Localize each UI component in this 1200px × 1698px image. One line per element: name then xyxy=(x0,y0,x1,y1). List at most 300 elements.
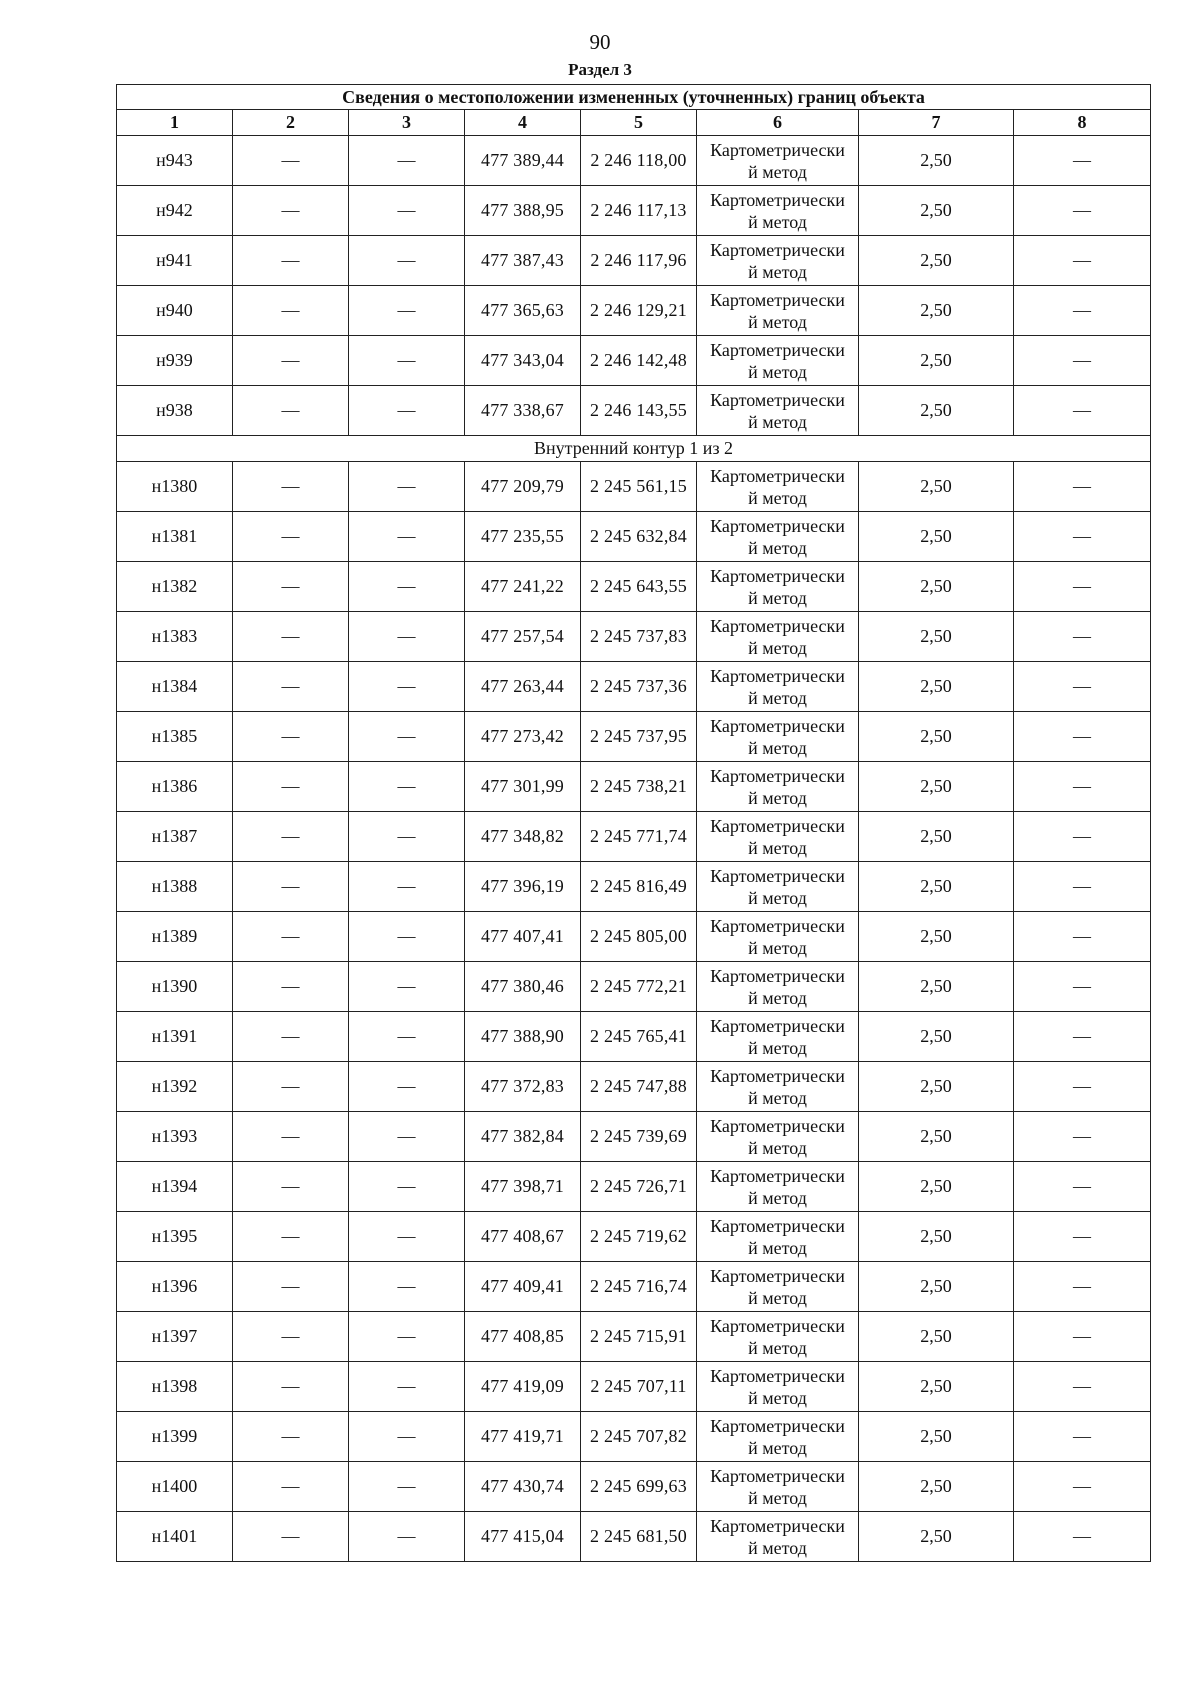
empty-value-cell: — xyxy=(233,1412,349,1462)
empty-value-cell: — xyxy=(349,1012,465,1062)
method-text-line2: й метод xyxy=(748,361,807,382)
x-coordinate-cell: 477 389,44 xyxy=(465,136,581,186)
column-number-6: 6 xyxy=(697,110,859,136)
empty-value-cell: — xyxy=(349,286,465,336)
y-coordinate-cell: 2 245 765,41 xyxy=(581,1012,697,1062)
method-text-line2: й метод xyxy=(748,887,807,908)
column-number-4: 4 xyxy=(465,110,581,136)
empty-value-cell: — xyxy=(1014,1112,1151,1162)
empty-value-cell: — xyxy=(233,386,349,436)
method-text-line1: Картометрически xyxy=(710,715,845,736)
column-number-5: 5 xyxy=(581,110,697,136)
empty-value-cell: — xyxy=(1014,1212,1151,1262)
section-title: Раздел 3 xyxy=(568,60,632,79)
empty-value-cell: — xyxy=(1014,1062,1151,1112)
precision-cell: 2,50 xyxy=(859,562,1014,612)
method-cell xyxy=(697,186,859,236)
y-coordinate-cell: 2 245 737,83 xyxy=(581,612,697,662)
x-coordinate-cell: 477 415,04 xyxy=(465,1512,581,1562)
empty-value-cell: — xyxy=(349,712,465,762)
empty-value-cell: — xyxy=(233,1262,349,1312)
empty-value-cell: — xyxy=(233,1212,349,1262)
x-coordinate-cell: 477 409,41 xyxy=(465,1262,581,1312)
empty-value-cell: — xyxy=(233,1012,349,1062)
empty-value-cell: — xyxy=(1014,1312,1151,1362)
empty-value-cell: — xyxy=(349,1062,465,1112)
x-coordinate-cell: 477 388,90 xyxy=(465,1012,581,1062)
table-row xyxy=(117,1362,1151,1412)
method-cell xyxy=(697,336,859,386)
y-coordinate-cell: 2 246 129,21 xyxy=(581,286,697,336)
empty-value-cell: — xyxy=(233,1312,349,1362)
method-text-line1: Картометрически xyxy=(710,615,845,636)
x-coordinate-cell: 477 408,85 xyxy=(465,1312,581,1362)
empty-value-cell: — xyxy=(1014,1012,1151,1062)
method-text-line1: Картометрически xyxy=(710,565,845,586)
method-text-line1: Картометрически xyxy=(710,1165,845,1186)
precision-cell: 2,50 xyxy=(859,1012,1014,1062)
method-text-line1: Картометрически xyxy=(710,765,845,786)
table-row xyxy=(117,186,1151,236)
method-cell xyxy=(697,512,859,562)
precision-cell: 2,50 xyxy=(859,1512,1014,1562)
empty-value-cell: — xyxy=(1014,336,1151,386)
point-name-cell: н1385 xyxy=(117,712,233,762)
table-row xyxy=(117,962,1151,1012)
method-text-line2: й метод xyxy=(748,211,807,232)
y-coordinate-cell: 2 245 738,21 xyxy=(581,762,697,812)
method-cell xyxy=(697,562,859,612)
method-cell xyxy=(697,1112,859,1162)
empty-value-cell: — xyxy=(349,236,465,286)
empty-value-cell: — xyxy=(349,1262,465,1312)
y-coordinate-cell: 2 245 737,95 xyxy=(581,712,697,762)
method-text-line1: Картометрически xyxy=(710,139,845,160)
method-text-line1: Картометрически xyxy=(710,1315,845,1336)
method-cell xyxy=(697,1362,859,1412)
table-row xyxy=(117,336,1151,386)
method-text-line2: й метод xyxy=(748,937,807,958)
empty-value-cell: — xyxy=(349,1312,465,1362)
precision-cell: 2,50 xyxy=(859,1262,1014,1312)
method-cell xyxy=(697,386,859,436)
method-text-line2: й метод xyxy=(748,1387,807,1408)
point-name-cell: н1388 xyxy=(117,862,233,912)
empty-value-cell: — xyxy=(1014,812,1151,862)
empty-value-cell: — xyxy=(349,186,465,236)
y-coordinate-cell: 2 245 737,36 xyxy=(581,662,697,712)
y-coordinate-cell: 2 245 707,82 xyxy=(581,1412,697,1462)
y-coordinate-cell: 2 245 771,74 xyxy=(581,812,697,862)
precision-cell: 2,50 xyxy=(859,1312,1014,1362)
method-text-line1: Картометрически xyxy=(710,1515,845,1536)
x-coordinate-cell: 477 372,83 xyxy=(465,1062,581,1112)
precision-cell: 2,50 xyxy=(859,1162,1014,1212)
empty-value-cell: — xyxy=(233,462,349,512)
empty-value-cell: — xyxy=(349,1212,465,1262)
table-row xyxy=(117,1512,1151,1562)
precision-cell: 2,50 xyxy=(859,512,1014,562)
table-row xyxy=(117,562,1151,612)
point-name-cell: н1382 xyxy=(117,562,233,612)
table-row xyxy=(117,662,1151,712)
empty-value-cell: — xyxy=(233,336,349,386)
method-cell xyxy=(697,962,859,1012)
x-coordinate-cell: 477 365,63 xyxy=(465,286,581,336)
x-coordinate-cell: 477 419,71 xyxy=(465,1412,581,1462)
column-number-7: 7 xyxy=(859,110,1014,136)
column-number-3: 3 xyxy=(349,110,465,136)
table-row xyxy=(117,1112,1151,1162)
empty-value-cell: — xyxy=(1014,862,1151,912)
empty-value-cell: — xyxy=(1014,1162,1151,1212)
x-coordinate-cell: 477 430,74 xyxy=(465,1462,581,1512)
x-coordinate-cell: 477 301,99 xyxy=(465,762,581,812)
y-coordinate-cell: 2 245 699,63 xyxy=(581,1462,697,1512)
method-text-line2: й метод xyxy=(748,1337,807,1358)
empty-value-cell: — xyxy=(233,1512,349,1562)
empty-value-cell: — xyxy=(1014,912,1151,962)
y-coordinate-cell: 2 245 707,11 xyxy=(581,1362,697,1412)
empty-value-cell: — xyxy=(233,662,349,712)
empty-value-cell: — xyxy=(1014,462,1151,512)
method-text-line1: Картометрически xyxy=(710,665,845,686)
precision-cell: 2,50 xyxy=(859,462,1014,512)
empty-value-cell: — xyxy=(1014,662,1151,712)
method-text-line1: Картометрически xyxy=(710,1265,845,1286)
x-coordinate-cell: 477 338,67 xyxy=(465,386,581,436)
method-cell xyxy=(697,662,859,712)
method-text-line2: й метод xyxy=(748,787,807,808)
point-name-cell: н1397 xyxy=(117,1312,233,1362)
method-text-line2: й метод xyxy=(748,1237,807,1258)
method-text-line2: й метод xyxy=(748,687,807,708)
column-number-row xyxy=(117,110,1151,136)
method-text-line2: й метод xyxy=(748,1287,807,1308)
method-cell xyxy=(697,462,859,512)
table-row xyxy=(117,1212,1151,1262)
precision-cell: 2,50 xyxy=(859,612,1014,662)
coordinates-table xyxy=(116,84,1151,1562)
x-coordinate-cell: 477 343,04 xyxy=(465,336,581,386)
empty-value-cell: — xyxy=(233,512,349,562)
y-coordinate-cell: 2 245 739,69 xyxy=(581,1112,697,1162)
empty-value-cell: — xyxy=(1014,136,1151,186)
point-name-cell: н938 xyxy=(117,386,233,436)
point-name-cell: н940 xyxy=(117,286,233,336)
empty-value-cell: — xyxy=(349,512,465,562)
method-text-line2: й метод xyxy=(748,1037,807,1058)
method-text-line2: й метод xyxy=(748,637,807,658)
method-text-line1: Картометрически xyxy=(710,1415,845,1436)
method-cell xyxy=(697,136,859,186)
empty-value-cell: — xyxy=(349,1112,465,1162)
method-text-line2: й метод xyxy=(748,737,807,758)
empty-value-cell: — xyxy=(349,1412,465,1462)
x-coordinate-cell: 477 398,71 xyxy=(465,1162,581,1212)
precision-cell: 2,50 xyxy=(859,336,1014,386)
table-row xyxy=(117,1262,1151,1312)
point-name-cell: н1383 xyxy=(117,612,233,662)
empty-value-cell: — xyxy=(349,562,465,612)
table-row xyxy=(117,612,1151,662)
method-text-line2: й метод xyxy=(748,411,807,432)
point-name-cell: н1392 xyxy=(117,1062,233,1112)
empty-value-cell: — xyxy=(233,286,349,336)
point-name-cell: н1389 xyxy=(117,912,233,962)
empty-value-cell: — xyxy=(349,962,465,1012)
point-name-cell: н939 xyxy=(117,336,233,386)
empty-value-cell: — xyxy=(1014,1412,1151,1462)
empty-value-cell: — xyxy=(349,1512,465,1562)
empty-value-cell: — xyxy=(233,562,349,612)
precision-cell: 2,50 xyxy=(859,386,1014,436)
table-row xyxy=(117,386,1151,436)
empty-value-cell: — xyxy=(1014,962,1151,1012)
method-cell xyxy=(697,712,859,762)
empty-value-cell: — xyxy=(233,812,349,862)
method-text-line1: Картометрически xyxy=(710,289,845,310)
contour-heading: Внутренний контур 1 из 2 xyxy=(117,436,1151,462)
point-name-cell: н1401 xyxy=(117,1512,233,1562)
method-text-line2: й метод xyxy=(748,1487,807,1508)
point-name-cell: н1396 xyxy=(117,1262,233,1312)
empty-value-cell: — xyxy=(233,712,349,762)
table-row xyxy=(117,812,1151,862)
column-number-2: 2 xyxy=(233,110,349,136)
table-row xyxy=(117,712,1151,762)
method-text-line1: Картометрически xyxy=(710,1065,845,1086)
contour-heading-row xyxy=(117,436,1151,462)
method-text-line2: й метод xyxy=(748,1137,807,1158)
empty-value-cell: — xyxy=(1014,186,1151,236)
y-coordinate-cell: 2 245 719,62 xyxy=(581,1212,697,1262)
y-coordinate-cell: 2 246 142,48 xyxy=(581,336,697,386)
table-row xyxy=(117,1412,1151,1462)
method-cell xyxy=(697,862,859,912)
empty-value-cell: — xyxy=(233,136,349,186)
empty-value-cell: — xyxy=(1014,386,1151,436)
empty-value-cell: — xyxy=(233,862,349,912)
precision-cell: 2,50 xyxy=(859,286,1014,336)
empty-value-cell: — xyxy=(349,912,465,962)
method-cell xyxy=(697,912,859,962)
precision-cell: 2,50 xyxy=(859,912,1014,962)
method-cell xyxy=(697,1062,859,1112)
table-row xyxy=(117,862,1151,912)
point-name-cell: н1381 xyxy=(117,512,233,562)
method-cell xyxy=(697,236,859,286)
y-coordinate-cell: 2 246 118,00 xyxy=(581,136,697,186)
y-coordinate-cell: 2 245 805,00 xyxy=(581,912,697,962)
method-cell xyxy=(697,286,859,336)
precision-cell: 2,50 xyxy=(859,1462,1014,1512)
y-coordinate-cell: 2 245 726,71 xyxy=(581,1162,697,1212)
precision-cell: 2,50 xyxy=(859,812,1014,862)
empty-value-cell: — xyxy=(233,1362,349,1412)
x-coordinate-cell: 477 348,82 xyxy=(465,812,581,862)
x-coordinate-cell: 477 382,84 xyxy=(465,1112,581,1162)
point-name-cell: н1380 xyxy=(117,462,233,512)
table-row xyxy=(117,1462,1151,1512)
precision-cell: 2,50 xyxy=(859,662,1014,712)
method-text-line2: й метод xyxy=(748,837,807,858)
empty-value-cell: — xyxy=(349,136,465,186)
table-body xyxy=(117,136,1151,1562)
empty-value-cell: — xyxy=(1014,712,1151,762)
empty-value-cell: — xyxy=(233,912,349,962)
precision-cell: 2,50 xyxy=(859,136,1014,186)
x-coordinate-cell: 477 419,09 xyxy=(465,1362,581,1412)
method-cell xyxy=(697,1262,859,1312)
page-number: 90 xyxy=(589,30,611,54)
empty-value-cell: — xyxy=(1014,1362,1151,1412)
precision-cell: 2,50 xyxy=(859,862,1014,912)
method-text-line1: Картометрически xyxy=(710,965,845,986)
point-name-cell: н1399 xyxy=(117,1412,233,1462)
empty-value-cell: — xyxy=(1014,762,1151,812)
method-text-line2: й метод xyxy=(748,537,807,558)
method-text-line1: Картометрически xyxy=(710,515,845,536)
column-number-8: 8 xyxy=(1014,110,1151,136)
method-text-line1: Картометрически xyxy=(710,1365,845,1386)
y-coordinate-cell: 2 245 561,15 xyxy=(581,462,697,512)
method-text-line2: й метод xyxy=(748,161,807,182)
y-coordinate-cell: 2 245 715,91 xyxy=(581,1312,697,1362)
table-caption-row xyxy=(117,85,1151,110)
empty-value-cell: — xyxy=(349,1462,465,1512)
method-text-line1: Картометрически xyxy=(710,915,845,936)
empty-value-cell: — xyxy=(233,1112,349,1162)
method-text-line1: Картометрически xyxy=(710,189,845,210)
y-coordinate-cell: 2 245 816,49 xyxy=(581,862,697,912)
table-row xyxy=(117,762,1151,812)
method-text-line2: й метод xyxy=(748,487,807,508)
empty-value-cell: — xyxy=(233,1462,349,1512)
method-text-line1: Картометрически xyxy=(710,239,845,260)
empty-value-cell: — xyxy=(349,1362,465,1412)
method-text-line1: Картометрически xyxy=(710,1215,845,1236)
precision-cell: 2,50 xyxy=(859,962,1014,1012)
x-coordinate-cell: 477 380,46 xyxy=(465,962,581,1012)
method-cell xyxy=(697,1462,859,1512)
y-coordinate-cell: 2 245 772,21 xyxy=(581,962,697,1012)
empty-value-cell: — xyxy=(349,1162,465,1212)
precision-cell: 2,50 xyxy=(859,1112,1014,1162)
method-text-line2: й метод xyxy=(748,987,807,1008)
x-coordinate-cell: 477 387,43 xyxy=(465,236,581,286)
table-row xyxy=(117,236,1151,286)
method-text-line2: й метод xyxy=(748,587,807,608)
method-text-line1: Картометрически xyxy=(710,389,845,410)
precision-cell: 2,50 xyxy=(859,186,1014,236)
point-name-cell: н1393 xyxy=(117,1112,233,1162)
method-text-line1: Картометрически xyxy=(710,1115,845,1136)
empty-value-cell: — xyxy=(349,662,465,712)
table-row xyxy=(117,462,1151,512)
empty-value-cell: — xyxy=(1014,286,1151,336)
point-name-cell: н1386 xyxy=(117,762,233,812)
method-text-line1: Картометрически xyxy=(710,865,845,886)
method-cell xyxy=(697,1312,859,1362)
empty-value-cell: — xyxy=(233,1062,349,1112)
table-row xyxy=(117,1062,1151,1112)
point-name-cell: н943 xyxy=(117,136,233,186)
table-row xyxy=(117,512,1151,562)
empty-value-cell: — xyxy=(1014,1262,1151,1312)
empty-value-cell: — xyxy=(233,1162,349,1212)
table-row xyxy=(117,286,1151,336)
y-coordinate-cell: 2 246 143,55 xyxy=(581,386,697,436)
empty-value-cell: — xyxy=(1014,1462,1151,1512)
method-cell xyxy=(697,1412,859,1462)
y-coordinate-cell: 2 245 681,50 xyxy=(581,1512,697,1562)
x-coordinate-cell: 477 407,41 xyxy=(465,912,581,962)
method-text-line1: Картометрически xyxy=(710,465,845,486)
table-caption: Сведения о местоположении измененных (уточненных) границ объекта xyxy=(117,85,1151,110)
method-cell xyxy=(697,1012,859,1062)
y-coordinate-cell: 2 245 643,55 xyxy=(581,562,697,612)
point-name-cell: н1391 xyxy=(117,1012,233,1062)
method-text-line2: й метод xyxy=(748,1537,807,1558)
method-cell xyxy=(697,1512,859,1562)
y-coordinate-cell: 2 246 117,13 xyxy=(581,186,697,236)
method-text-line1: Картометрически xyxy=(710,815,845,836)
column-number-1: 1 xyxy=(117,110,233,136)
x-coordinate-cell: 477 396,19 xyxy=(465,862,581,912)
empty-value-cell: — xyxy=(349,812,465,862)
empty-value-cell: — xyxy=(1014,1512,1151,1562)
empty-value-cell: — xyxy=(349,336,465,386)
x-coordinate-cell: 477 209,79 xyxy=(465,462,581,512)
x-coordinate-cell: 477 273,42 xyxy=(465,712,581,762)
method-cell xyxy=(697,1162,859,1212)
empty-value-cell: — xyxy=(349,462,465,512)
x-coordinate-cell: 477 235,55 xyxy=(465,512,581,562)
point-name-cell: н1384 xyxy=(117,662,233,712)
method-text-line2: й метод xyxy=(748,1437,807,1458)
method-cell xyxy=(697,612,859,662)
point-name-cell: н1395 xyxy=(117,1212,233,1262)
method-text-line2: й метод xyxy=(748,311,807,332)
point-name-cell: н942 xyxy=(117,186,233,236)
method-text-line1: Картометрически xyxy=(710,339,845,360)
precision-cell: 2,50 xyxy=(859,1412,1014,1462)
point-name-cell: н1387 xyxy=(117,812,233,862)
empty-value-cell: — xyxy=(349,612,465,662)
x-coordinate-cell: 477 388,95 xyxy=(465,186,581,236)
precision-cell: 2,50 xyxy=(859,236,1014,286)
precision-cell: 2,50 xyxy=(859,762,1014,812)
method-text-line1: Картометрически xyxy=(710,1465,845,1486)
precision-cell: 2,50 xyxy=(859,1212,1014,1262)
empty-value-cell: — xyxy=(1014,236,1151,286)
empty-value-cell: — xyxy=(233,612,349,662)
y-coordinate-cell: 2 245 747,88 xyxy=(581,1062,697,1112)
point-name-cell: н1398 xyxy=(117,1362,233,1412)
table-row xyxy=(117,1162,1151,1212)
table-row xyxy=(117,136,1151,186)
point-name-cell: н1394 xyxy=(117,1162,233,1212)
point-name-cell: н1390 xyxy=(117,962,233,1012)
precision-cell: 2,50 xyxy=(859,1062,1014,1112)
x-coordinate-cell: 477 241,22 xyxy=(465,562,581,612)
y-coordinate-cell: 2 246 117,96 xyxy=(581,236,697,286)
empty-value-cell: — xyxy=(349,762,465,812)
y-coordinate-cell: 2 245 632,84 xyxy=(581,512,697,562)
method-text-line2: й метод xyxy=(748,1087,807,1108)
method-text-line2: й метод xyxy=(748,1187,807,1208)
